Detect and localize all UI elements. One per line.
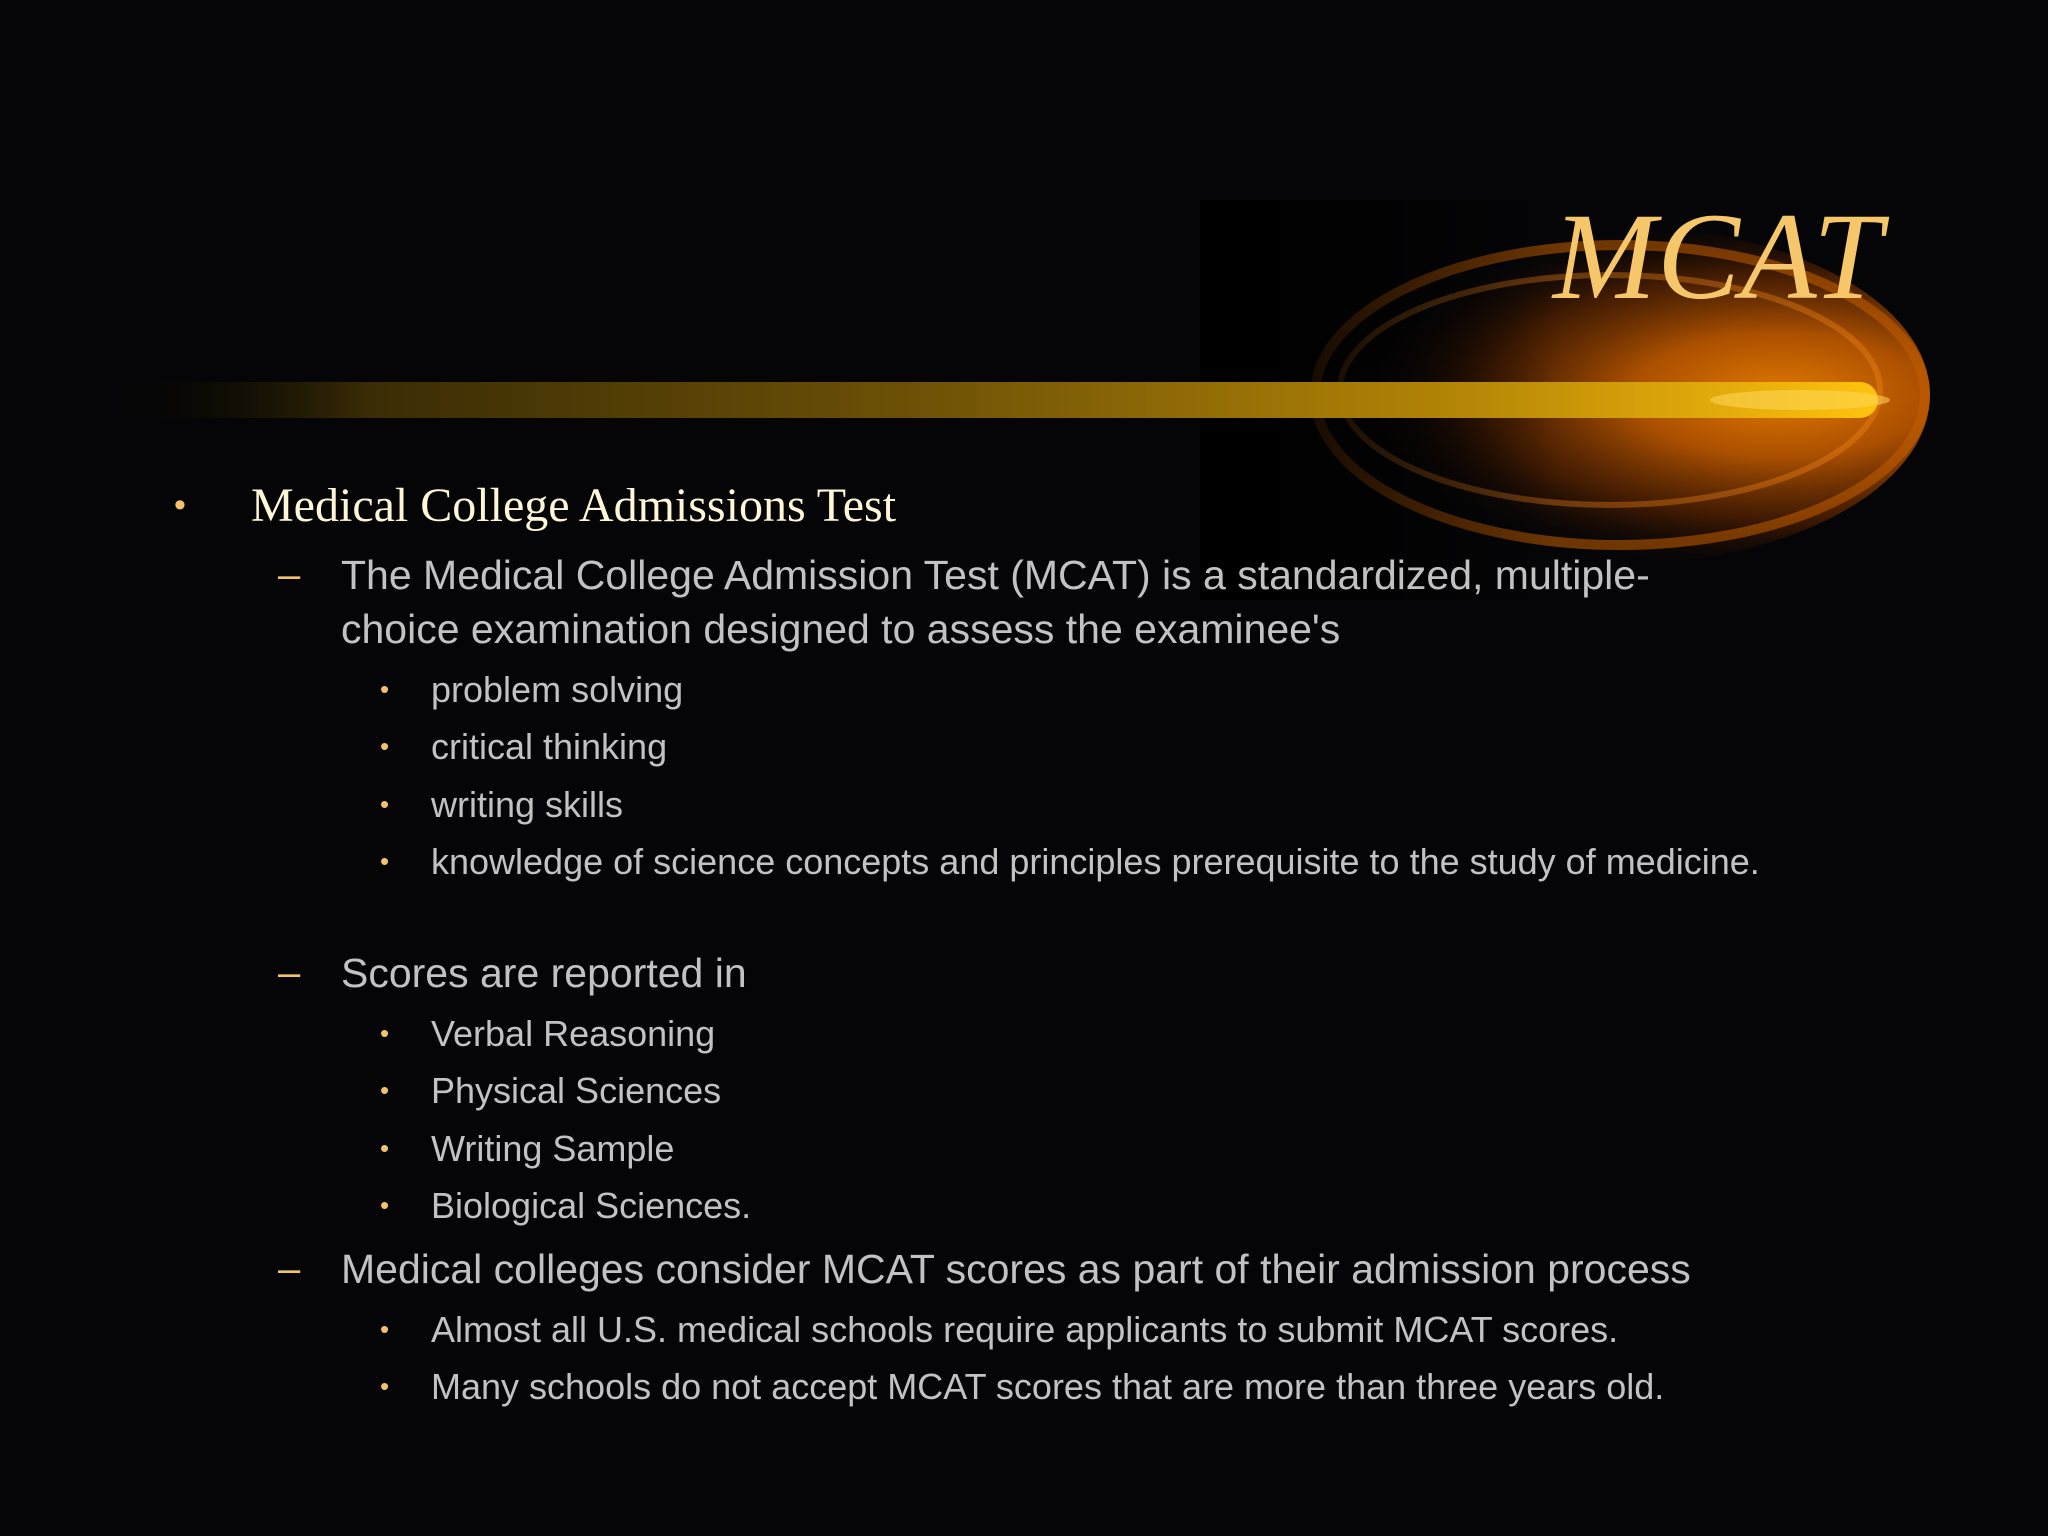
bullet-dot-icon: •	[380, 1075, 390, 1105]
main-point: Medical College Admissions Test	[251, 479, 897, 532]
list-item: Biological Sciences.	[431, 1185, 752, 1226]
bullet-dot-icon: •	[174, 486, 186, 524]
dash-icon: –	[278, 951, 301, 995]
list-item: knowledge of science concepts and principles prerequisite to the study of medicine.	[431, 841, 1760, 882]
sub-point-1	[341, 548, 1841, 656]
bullet-dot-icon: •	[380, 789, 390, 819]
list-item: Verbal Reasoning	[431, 1013, 716, 1054]
dash-icon: –	[278, 1247, 301, 1291]
bullet-dot-icon: •	[380, 846, 390, 876]
dash-icon: –	[278, 553, 301, 597]
list-item: Writing Sample	[431, 1128, 675, 1169]
list-item: Many schools do not accept MCAT scores that are more than three years old.	[431, 1366, 1665, 1407]
list-item: problem solving	[431, 669, 684, 710]
bullet-dot-icon: •	[380, 731, 390, 761]
bullet-dot-icon: •	[380, 1018, 390, 1048]
bullet-dot-icon: •	[380, 1371, 390, 1401]
list-item: writing skills	[431, 784, 624, 825]
bullet-dot-icon: •	[380, 1314, 390, 1344]
bullet-dot-icon: •	[380, 1190, 390, 1220]
bullet-dot-icon: •	[380, 674, 390, 704]
sub-point-3: Medical colleges consider MCAT scores as part of their admission process	[341, 1246, 1691, 1292]
slide-title: MCAT	[1552, 188, 1883, 325]
list-item: critical thinking	[431, 726, 668, 767]
sub-point-1-line-1: The Medical College Admission Test (MCAT) is a standardized, multiple-	[341, 552, 1650, 598]
sub-point-1-line-2: choice examination designed to assess the examinee's	[341, 606, 1341, 652]
sub-point-2: Scores are reported in	[341, 950, 747, 996]
list-item: Almost all U.S. medical schools require applicants to submit MCAT scores.	[431, 1309, 1619, 1350]
list-item: Physical Sciences	[431, 1070, 722, 1111]
bullet-dot-icon: •	[380, 1133, 390, 1163]
